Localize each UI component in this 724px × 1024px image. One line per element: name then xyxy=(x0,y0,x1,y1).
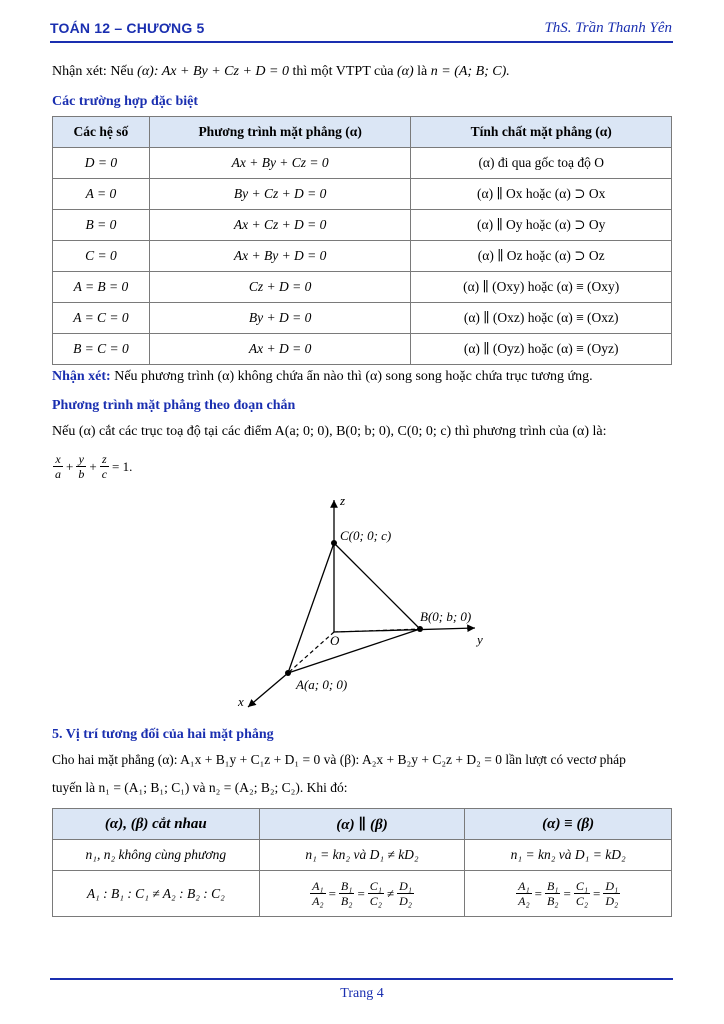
col-coincident: (α) ≡ (β) xyxy=(465,809,672,840)
section-special-cases: Các trường hợp đặc biệt xyxy=(52,94,199,109)
intercept-equation: $\frac{x}{a}$ + $\frac{y}{b}$ + $\frac{z}{c}$ = 1. xyxy=(55,452,133,481)
label-O: O xyxy=(330,633,340,648)
relative-position-table xyxy=(52,808,672,917)
point-A xyxy=(285,670,291,676)
col-plane-property: Tính chất mặt phẳng (α) xyxy=(411,117,672,148)
x-axis xyxy=(248,673,288,707)
col-plane-equation: Phương trình mặt phẳng (α) xyxy=(149,117,411,148)
table-header-row xyxy=(53,809,672,840)
page-number: Trang 4 xyxy=(340,986,384,1001)
section-5-heading: 5. Vị trí tương đối của hai mặt phẳng xyxy=(52,727,274,742)
point-C xyxy=(331,540,337,546)
header-chapter: TOÁN 12 – CHƯƠNG 5 xyxy=(50,20,205,36)
col-parallel: (α) ∥ (β) xyxy=(259,809,465,840)
table-row: A = C = 0 By + D = 0 (α) ∥ (Oxz) hoặc (α) ≡ (Oxz) xyxy=(53,303,672,334)
special-cases-table xyxy=(52,116,672,365)
remark-axis: Nhận xét: Nếu phương trình (α) không chứa ẩn nào thì (α) song song hoặc chứa trục tương ứng. xyxy=(52,369,593,384)
table-row: B = C = 0 Ax + D = 0 (α) ∥ (Oyz) hoặc (α) ≡ (Oyz) xyxy=(53,334,672,365)
col-intersecting: (α), (β) cắt nhau xyxy=(53,809,260,840)
section-5-line-2: tuyến là n₁ = (A₁; B₁; C₁) và n₂ = (A₂; B₂; C₂). Khi đó: xyxy=(52,780,348,795)
label-y: y xyxy=(477,632,483,647)
table-row: A₁ : B₁ : C₁ ≠ A₂ : B₂ : C₂ $\frac{\text{A₁}}{\text{A₂}}$ = $\frac{\text{B₁}}{\text{B₂}}$ = $\frac{\text{C₁}}{\text{C₂}}$ ≠ $\frac{\text{D₁}}{\text{D₂}}$ $\frac{\text{A₁}}{\text{A₂}}$ = $\frac{\text{B₁}}{\text{B₂}}$ = $\frac{\text{C₁}}{\text{C₂}}$ = $\frac{\text{D₁}}{\text{D₂}}$ xyxy=(53,871,672,917)
footer-rule xyxy=(50,978,673,980)
section-intercept: Phương trình mặt phẳng theo đoạn chắn xyxy=(52,398,296,413)
coincident-ratio: $\frac{\text{A₁}}{\text{A₂}}$ = $\frac{\text{B₁}}{\text{B₂}}$ = $\frac{\text{C₁}}{\text{C₂}}$ = $\frac{\text{D₁}}{\text{D₂}}$ xyxy=(465,871,672,917)
label-C: C(0; 0; c) xyxy=(340,528,392,543)
table-row: A = B = 0 Cz + D = 0 (α) ∥ (Oxy) hoặc (α) ≡ (Oxy) xyxy=(53,272,672,303)
table-row: A = 0 By + Cz + D = 0 (α) ∥ Ox hoặc (α) ⊃ Ox xyxy=(53,179,672,210)
label-x: x xyxy=(238,694,244,709)
table-header-row xyxy=(53,117,672,148)
table-row: n₁, n₂ không cùng phương n₁ = kn₂ và D₁ ≠ kD₂ n₁ = kn₂ và D₁ = kD₂ xyxy=(53,840,672,871)
remark-vtpt: Nhận xét: Nếu (α): Ax + By + Cz + D = 0 thì một VTPT của (α) là n = (A; B; C). xyxy=(52,64,510,79)
normal-vector: n = (A; B; C). xyxy=(430,64,510,79)
intercept-figure xyxy=(230,492,500,712)
header-author: ThS. Trần Thanh Yên xyxy=(544,20,672,36)
edge-AB xyxy=(288,629,420,673)
label-B: B(0; b; 0) xyxy=(420,609,472,624)
table-row: C = 0 Ax + By + D = 0 (α) ∥ Oz hoặc (α) ⊃ Oz xyxy=(53,241,672,272)
col-coefficients: Các hệ số xyxy=(53,117,150,148)
section-5-line-1: Cho hai mặt phẳng (α): A₁x + B₁y + C₁z + D₁ = 0 và (β): A₂x + B₂y + C₂z + D₂ = 0 lần lượt có vectơ pháp xyxy=(52,752,626,767)
table-row: B = 0 Ax + Cz + D = 0 (α) ∥ Oy hoặc (α) ⊃ Oy xyxy=(53,210,672,241)
table-row: D = 0 Ax + By + Cz = 0 (α) đi qua gốc toạ độ O xyxy=(53,148,672,179)
point-B xyxy=(417,626,423,632)
intercept-text: Nếu (α) cắt các trục toạ độ tại các điểm A(a; 0; 0), B(0; b; 0), C(0; 0; c) thì phương trình của (α) là: xyxy=(52,424,607,439)
label-z: z xyxy=(340,493,346,508)
edge-CB xyxy=(334,543,420,629)
parallel-ratio: $\frac{\text{A₁}}{\text{A₂}}$ = $\frac{\text{B₁}}{\text{B₂}}$ = $\frac{\text{C₁}}{\text{C₂}}$ ≠ $\frac{\text{D₁}}{\text{D₂}}$ xyxy=(259,871,465,917)
label-A: A(a; 0; 0) xyxy=(296,677,348,692)
edge-CA xyxy=(288,543,334,673)
header-rule xyxy=(50,41,673,43)
